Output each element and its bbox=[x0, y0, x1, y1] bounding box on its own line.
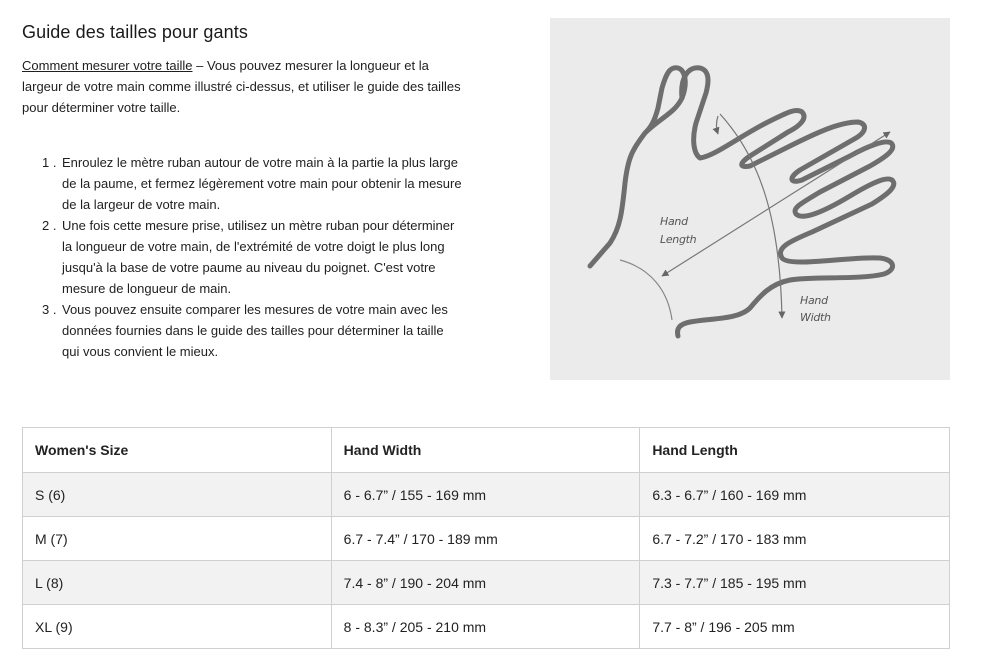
step-item bbox=[22, 299, 462, 362]
hand-width-label-2: Width bbox=[800, 311, 831, 324]
table-header-row bbox=[23, 428, 950, 473]
hand-width-cell: 8 - 8.3” / 205 - 210 mm bbox=[331, 605, 640, 649]
measure-steps-list bbox=[22, 152, 462, 362]
size-table bbox=[22, 427, 950, 649]
page-title: Guide des tailles pour gants bbox=[22, 22, 248, 42]
table-row bbox=[23, 605, 950, 649]
table-row bbox=[23, 473, 950, 517]
step-text: Une fois cette mesure prise, utilisez un mètre ruban pour déterminer la longueur de votre main, de l'extrémité de votre doigt le plus long jusqu'à la base de votre paume au niveau du poignet. C'est votre mesure de longueur de main. bbox=[62, 218, 455, 296]
hand-length-cell: 6.3 - 6.7” / 160 - 169 mm bbox=[640, 473, 950, 517]
column-header: Hand Width bbox=[331, 428, 640, 473]
hand-outline-icon bbox=[550, 18, 950, 380]
hand-length-cell: 6.7 - 7.2” / 170 - 183 mm bbox=[640, 517, 950, 561]
hand-width-cell: 7.4 - 8” / 190 - 204 mm bbox=[331, 561, 640, 605]
column-header: Women's Size bbox=[23, 428, 332, 473]
hand-width-cell: 6 - 6.7” / 155 - 169 mm bbox=[331, 473, 640, 517]
table-row bbox=[23, 561, 950, 605]
hand-width-label-1: Hand bbox=[800, 294, 828, 307]
size-cell: XL (9) bbox=[23, 605, 332, 649]
hand-width-cell: 6.7 - 7.4” / 170 - 189 mm bbox=[331, 517, 640, 561]
size-cell: M (7) bbox=[23, 517, 332, 561]
step-text: Vous pouvez ensuite comparer les mesures de votre main avec les données fournies dans le guide des tailles pour déterminer la taille qui vous convient le mieux. bbox=[62, 302, 448, 359]
how-to-measure-link[interactable]: Comment mesurer votre taille bbox=[22, 58, 193, 73]
step-number: 2 . bbox=[42, 218, 57, 233]
intro-text: – Vous pouvez mesurer la longueur et la largeur de votre main comme illustré ci-dessus, et utiliser le guide des tailles pour déterminer votre taille. bbox=[22, 58, 461, 115]
step-item bbox=[22, 215, 462, 299]
size-cell: L (8) bbox=[23, 561, 332, 605]
column-header: Hand Length bbox=[640, 428, 950, 473]
step-number: 1 . bbox=[42, 155, 57, 170]
hand-length-cell: 7.3 - 7.7” / 185 - 195 mm bbox=[640, 561, 950, 605]
step-item bbox=[22, 152, 462, 215]
hand-length-cell: 7.7 - 8” / 196 - 205 mm bbox=[640, 605, 950, 649]
step-text: Enroulez le mètre ruban autour de votre main à la partie la plus large de la paume, et fermez légèrement votre main pour obtenir la mesure de la largeur de votre main. bbox=[62, 155, 462, 212]
step-number: 3 . bbox=[42, 302, 57, 317]
hand-measure-illustration bbox=[550, 18, 950, 380]
hand-length-label-1: Hand bbox=[660, 215, 688, 228]
table-row bbox=[23, 517, 950, 561]
hand-length-label-2: Length bbox=[660, 233, 697, 246]
intro-paragraph bbox=[22, 55, 462, 118]
size-cell: S (6) bbox=[23, 473, 332, 517]
